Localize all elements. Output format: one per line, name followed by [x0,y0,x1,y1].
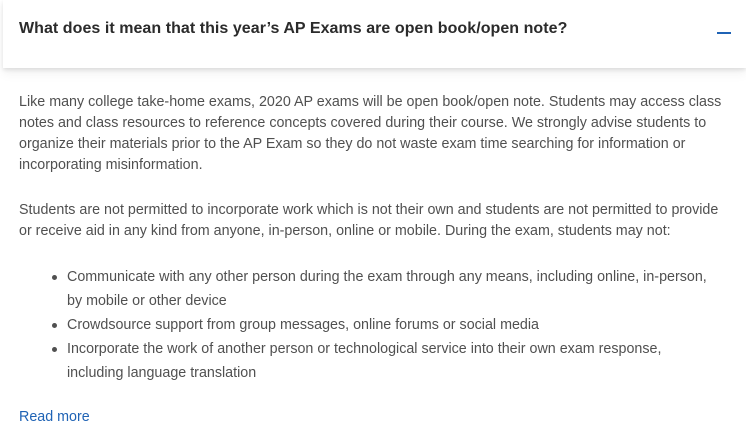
read-more-link[interactable]: Read more [19,409,90,425]
restrictions-list [19,265,719,385]
list-item: Crowdsource support from group messages, online forums or social media [67,313,719,337]
answer-paragraph-1: Like many college take-home exams, 2020 AP exams will be open book/open note. Students may access class notes and class resources to reference concepts covered during their course. We strongly advise students to organize their materials prior to the AP Exam so they do not waste exam time searching for information or incorporating misinformation. [19,94,722,173]
list-item: Communicate with any other person during the exam through any means, including online, in-person, by mobile or other device [67,265,719,313]
list-item: Incorporate the work of another person or technological service into their own exam response, including language translation [67,337,719,385]
accordion-header[interactable] [3,0,746,68]
answer-paragraph-2: Students are not permitted to incorporate work which is not their own and students are not permitted to provide or receive aid in any kind from anyone, in-person, online or mobile. During the exam, students may not: [19,202,719,239]
answer-body [0,68,746,428]
minus-icon[interactable] [716,26,732,38]
question-title: What does it mean that this year’s AP Exams are open book/open note? [19,20,568,37]
